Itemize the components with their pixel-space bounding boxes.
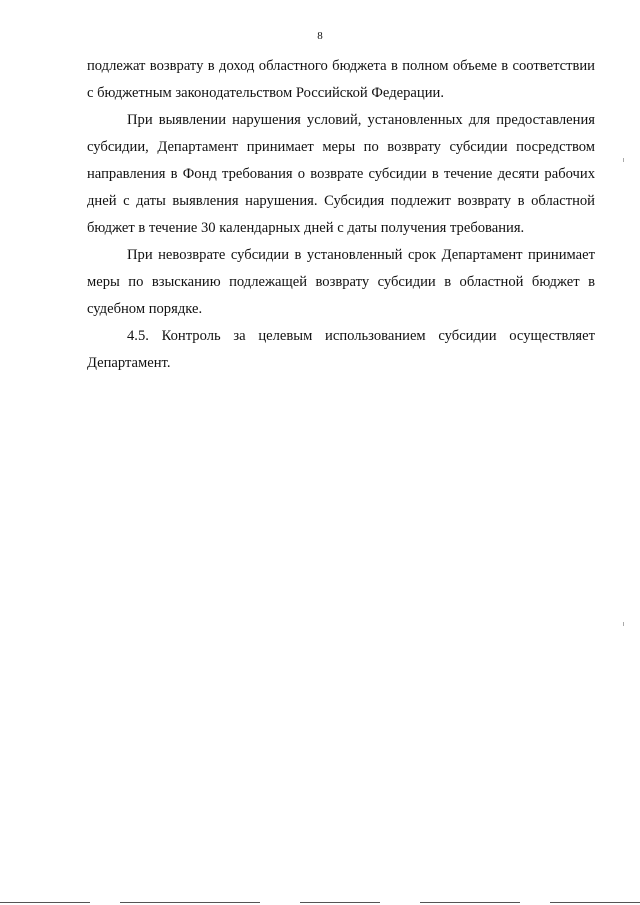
scan-edge-line — [420, 902, 520, 903]
document-body — [87, 53, 595, 377]
scan-edge-line — [300, 902, 380, 903]
scan-edge-line — [0, 902, 90, 903]
scan-speck — [623, 622, 624, 626]
paragraph-continuation: подлежат возврату в доход областного бюджета в полном объеме в соответствии с бюджетным законодательством Российской Федерации. — [87, 58, 595, 101]
scan-speck — [623, 158, 624, 162]
paragraph-violation-return: При выявлении нарушения условий, установленных для предоставления субсидии, Департамент принимает меры по возврату субсидии посредством направления в Фонд требования о возврате субсидии в течение десяти рабочих дней с даты выявления нарушения. Субсидия подлежит возврату в областной бюджет в течение 30 календарных дней с даты получения требования. — [87, 112, 595, 236]
scan-edge-line — [120, 902, 260, 903]
paragraph-control-section: 4.5. Контроль за целевым использованием субсидии осуществляет Департамент. — [87, 328, 595, 371]
paragraph-court-recovery: При невозврате субсидии в установленный срок Департамент принимает меры по взысканию подлежащей возврату субсидии в областной бюджет в судебном порядке. — [87, 247, 595, 317]
page-number: 8 — [317, 30, 323, 42]
scan-edge-line — [550, 902, 640, 903]
